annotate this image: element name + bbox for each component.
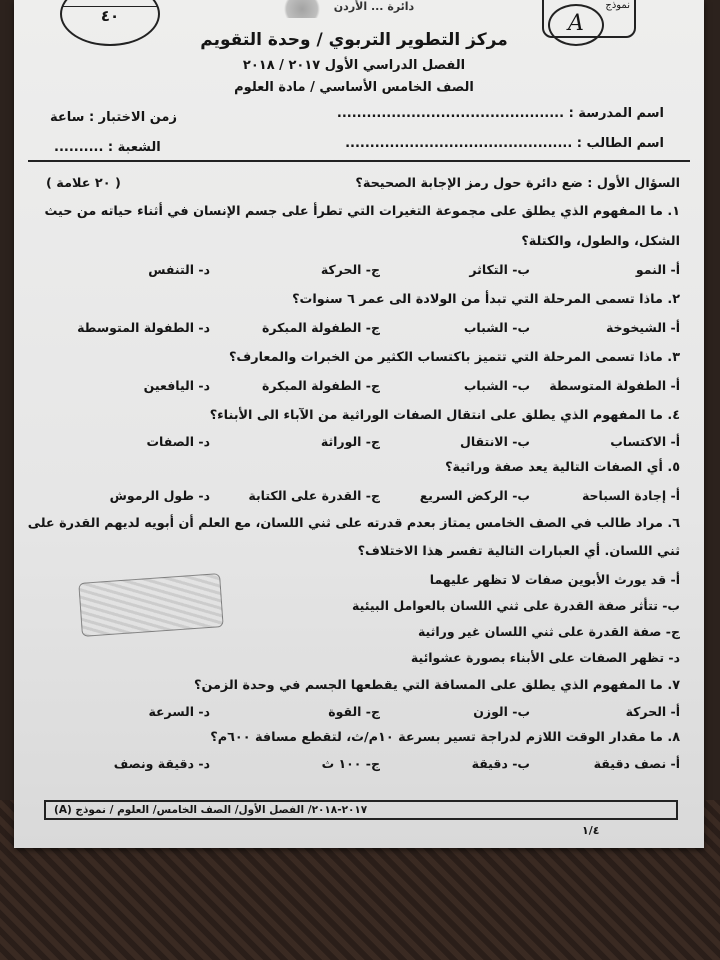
question-2-options	[34, 320, 680, 340]
answer-option[interactable]: أ- الحركة	[625, 704, 680, 719]
question-6-text: ٦. مراد طالب في الصف الخامس يمتاز بعدم قدرته على ثني اللسان، مع العلم أن أبويه لديهم القدرة على	[27, 516, 680, 531]
total-mark-circle	[60, 0, 160, 46]
question-1-text: الشكل، والطول، والكتلة؟	[521, 234, 680, 249]
exam-paper	[14, 0, 704, 848]
question-4-text: ٤. ما المفهوم الذي يطلق على انتقال الصفات الوراثية من الآباء الى الأبناء؟	[209, 408, 680, 423]
answer-option[interactable]: أ- الطفولة المتوسطة	[549, 378, 680, 393]
answer-option[interactable]: ب- الشباب	[463, 378, 530, 393]
section-title: السؤال الأول : ضع دائرة حول رمز الإجابة الصحيحة؟	[355, 176, 680, 191]
ministry-line: دائرة ... الأردن	[333, 0, 415, 13]
page-title: مركز التطوير التربوي / وحدة التقويم	[200, 30, 508, 50]
student-name-field[interactable]: اسم الطالب : ..............................................	[345, 136, 664, 151]
question-3-options	[34, 378, 680, 398]
answer-option[interactable]: ب- تتأثر صفة القدرة على ثني اللسان بالعوامل البيئية	[352, 598, 680, 613]
question-4-options	[34, 434, 680, 454]
answer-option[interactable]: د- السرعة	[148, 704, 210, 719]
answer-option[interactable]: ج- القدرة على الكتابة	[248, 488, 380, 503]
answer-option[interactable]: ب- دقيقة	[471, 756, 530, 771]
question-1-options	[34, 262, 680, 282]
section-field[interactable]: الشعبة : ..........	[54, 140, 161, 155]
answer-option[interactable]: أ- الاكتساب	[610, 434, 680, 449]
answer-option[interactable]: د- طول الرموش	[109, 488, 210, 503]
semester-line: الفصل الدراسي الأول ٢٠١٧ / ٢٠١٨	[242, 58, 466, 73]
header-separator	[28, 160, 690, 162]
answer-option[interactable]: ب- الوزن	[473, 704, 530, 719]
question-7-text: ٧. ما المفهوم الذي يطلق على المسافة التي يقطعها الجسم في وحدة الزمن؟	[194, 678, 680, 693]
exam-time: زمن الاختبار : ساعة	[50, 110, 177, 125]
question-3-text: ٣. ماذا تسمى المرحلة التي تتميز باكتساب الكثير من الخبرات والمعارف؟	[228, 350, 680, 365]
page-number: ١/٤	[582, 824, 600, 837]
answer-option[interactable]: ب- التكاثر	[469, 262, 530, 277]
answer-option[interactable]: د- تظهر الصفات على الأبناء بصورة عشوائية	[410, 650, 680, 665]
model-letter: A	[548, 4, 604, 46]
model-label: نموذج	[605, 0, 630, 11]
answer-option[interactable]: أ- النمو	[635, 262, 680, 277]
question-6-text: ثني اللسان. أي العبارات التالية تفسر هذا الاختلاف؟	[357, 544, 680, 559]
answer-option[interactable]: د- الصفات	[146, 434, 210, 449]
answer-option[interactable]: ب- الشباب	[463, 320, 530, 335]
answer-option[interactable]: د- الطفولة المتوسطة	[77, 320, 210, 335]
section-marks: ( ٢٠ علامة )	[46, 176, 121, 191]
school-stamp	[78, 573, 223, 637]
answer-option[interactable]: ب- الركض السريع	[419, 488, 530, 503]
answer-option[interactable]: ج- الوراثة	[320, 434, 380, 449]
answer-option[interactable]: أ- قد يورث الأبوين صفات لا تظهر عليهما	[429, 572, 680, 587]
answer-option[interactable]: ج- الطفولة المبكرة	[261, 320, 380, 335]
answer-option[interactable]: د- دقيقة ونصف	[113, 756, 210, 771]
answer-option[interactable]: ج- القوة	[328, 704, 380, 719]
section-heading	[34, 176, 680, 191]
footer-text: ٢٠١٧-٢٠١٨/ الفصل الأول/ الصف الخامس/ العلوم / نموذج (A)	[54, 804, 368, 816]
grade-subject-line: الصف الخامس الأساسي / مادة العلوم	[234, 80, 474, 95]
answer-option[interactable]: د- التنفس	[148, 262, 210, 277]
answer-option[interactable]: ج- الحركة	[320, 262, 380, 277]
answer-option[interactable]: ب- الانتقال	[459, 434, 530, 449]
question-2-text: ٢. ماذا تسمى المرحلة التي تبدأ من الولادة الى عمر ٦ سنوات؟	[292, 292, 680, 307]
answer-option[interactable]: أ- إجادة السباحة	[581, 488, 680, 503]
answer-option[interactable]: ج- الطفولة المبكرة	[261, 378, 380, 393]
question-1-text: ١. ما المفهوم الذي يطلق على مجموعة التغيرات التي تطرأ على جسم الإنسان في أثناء حياته من حيث	[44, 204, 680, 219]
footer-box	[44, 800, 678, 820]
total-mark: ٤٠	[100, 7, 120, 25]
question-8-options	[34, 756, 680, 776]
question-5-text: ٥. أي الصفات التالية يعد صفة وراثية؟	[445, 460, 680, 475]
question-5-options	[34, 488, 680, 508]
question-7-options	[34, 704, 680, 724]
answer-option[interactable]: ج- صفة القدرة على ثني اللسان غير وراثية	[417, 624, 680, 639]
question-8-text: ٨. ما مقدار الوقت اللازم لدراجة تسير بسرعة ١٠م/ث، لتقطع مسافة ٦٠٠م؟	[210, 730, 680, 745]
answer-option[interactable]: أ- الشيخوخة	[605, 320, 680, 335]
answer-option[interactable]: د- اليافعين	[143, 378, 210, 393]
answer-option[interactable]: أ- نصف دقيقة	[593, 756, 680, 771]
school-name-field[interactable]: اسم المدرسة : ..............................................	[336, 106, 664, 121]
answer-option[interactable]: ج- ١٠٠ ث	[321, 756, 380, 771]
